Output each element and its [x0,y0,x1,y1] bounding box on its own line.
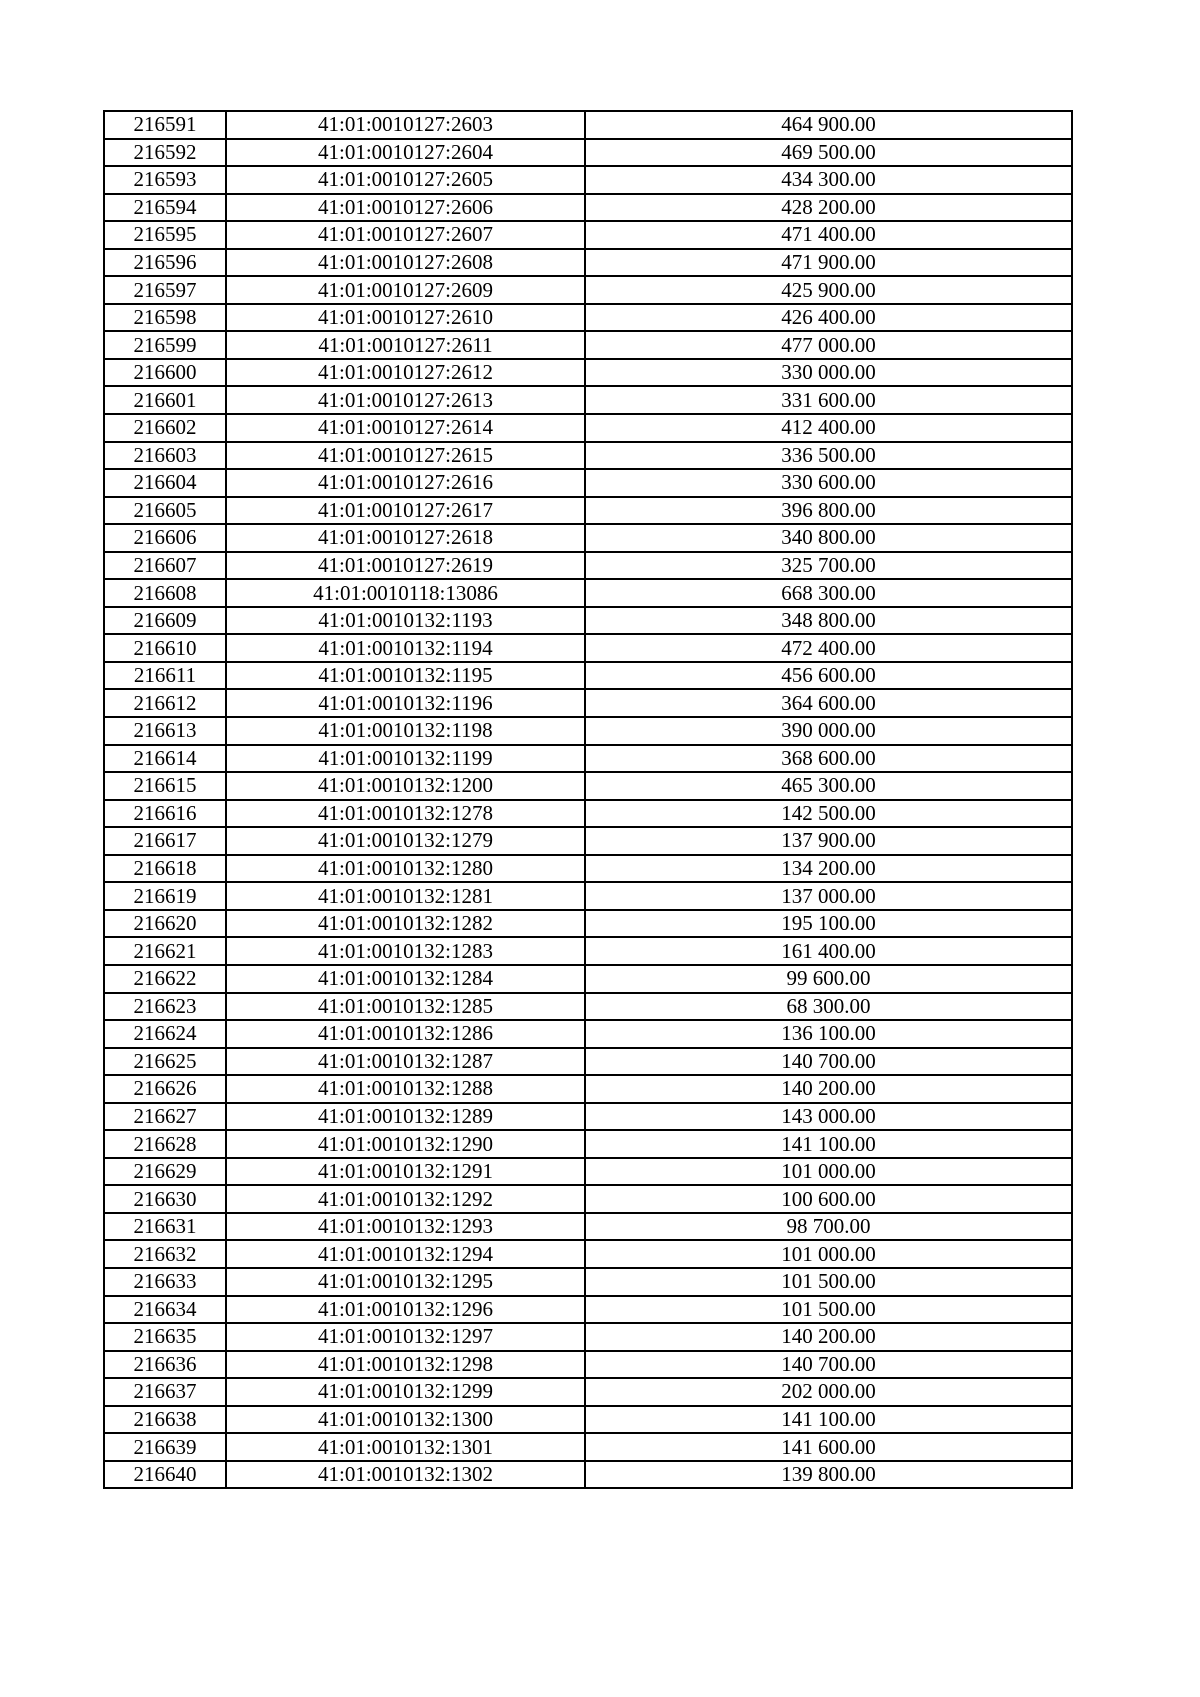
row-number-cell: 216601 [104,386,226,414]
cadastral-value-table [103,110,1073,1489]
cadastral-value-cell: 368 600.00 [585,745,1072,773]
row-number-cell: 216622 [104,965,226,993]
cadastral-value-cell: 330 000.00 [585,359,1072,387]
cadastral-value-cell: 140 700.00 [585,1351,1072,1379]
cadastral-value-cell: 101 500.00 [585,1268,1072,1296]
cadastral-number-cell: 41:01:0010132:1200 [226,772,585,800]
cadastral-number-cell: 41:01:0010132:1293 [226,1213,585,1241]
cadastral-value-cell: 464 900.00 [585,111,1072,139]
cadastral-number-cell: 41:01:0010132:1284 [226,965,585,993]
cadastral-number-cell: 41:01:0010127:2619 [226,552,585,580]
cadastral-number-cell: 41:01:0010132:1195 [226,662,585,690]
table-row [104,745,1072,773]
cadastral-value-cell: 465 300.00 [585,772,1072,800]
cadastral-number-cell: 41:01:0010127:2610 [226,304,585,332]
row-number-cell: 216605 [104,497,226,525]
cadastral-value-cell: 141 100.00 [585,1406,1072,1434]
table-row [104,221,1072,249]
cadastral-number-cell: 41:01:0010132:1280 [226,855,585,883]
cadastral-number-cell: 41:01:0010127:2607 [226,221,585,249]
row-number-cell: 216620 [104,910,226,938]
cadastral-value-cell: 137 000.00 [585,882,1072,910]
row-number-cell: 216617 [104,827,226,855]
cadastral-number-cell: 41:01:0010132:1296 [226,1296,585,1324]
table-row [104,827,1072,855]
cadastral-number-cell: 41:01:0010132:1286 [226,1020,585,1048]
table-row [104,276,1072,304]
cadastral-number-cell: 41:01:0010132:1299 [226,1378,585,1406]
table-row [104,579,1072,607]
table-row [104,689,1072,717]
table-row [104,249,1072,277]
table-row [104,194,1072,222]
table-row [104,1240,1072,1268]
cadastral-value-cell: 469 500.00 [585,139,1072,167]
cadastral-value-cell: 101 000.00 [585,1158,1072,1186]
row-number-cell: 216637 [104,1378,226,1406]
table-row [104,304,1072,332]
row-number-cell: 216623 [104,993,226,1021]
cadastral-value-cell: 141 100.00 [585,1130,1072,1158]
row-number-cell: 216625 [104,1048,226,1076]
table-row [104,855,1072,883]
row-number-cell: 216602 [104,414,226,442]
row-number-cell: 216597 [104,276,226,304]
row-number-cell: 216628 [104,1130,226,1158]
cadastral-number-cell: 41:01:0010127:2616 [226,469,585,497]
row-number-cell: 216618 [104,855,226,883]
cadastral-value-cell: 136 100.00 [585,1020,1072,1048]
row-number-cell: 216612 [104,689,226,717]
cadastral-number-cell: 41:01:0010132:1196 [226,689,585,717]
table-row [104,1213,1072,1241]
cadastral-value-cell: 331 600.00 [585,386,1072,414]
cadastral-number-cell: 41:01:0010132:1288 [226,1075,585,1103]
row-number-cell: 216632 [104,1240,226,1268]
row-number-cell: 216640 [104,1461,226,1489]
cadastral-value-cell: 390 000.00 [585,717,1072,745]
table-row [104,1020,1072,1048]
cadastral-value-cell: 99 600.00 [585,965,1072,993]
cadastral-number-cell: 41:01:0010132:1285 [226,993,585,1021]
cadastral-value-cell: 668 300.00 [585,579,1072,607]
cadastral-value-cell: 139 800.00 [585,1461,1072,1489]
row-number-cell: 216636 [104,1351,226,1379]
row-number-cell: 216621 [104,937,226,965]
cadastral-value-cell: 161 400.00 [585,937,1072,965]
table-row [104,1103,1072,1131]
cadastral-number-cell: 41:01:0010132:1289 [226,1103,585,1131]
cadastral-value-cell: 325 700.00 [585,552,1072,580]
cadastral-value-cell: 348 800.00 [585,607,1072,635]
cadastral-number-cell: 41:01:0010132:1291 [226,1158,585,1186]
table-row [104,1351,1072,1379]
table-row [104,1185,1072,1213]
cadastral-number-cell: 41:01:0010127:2612 [226,359,585,387]
table-row [104,1158,1072,1186]
table-row [104,937,1072,965]
table-row [104,1406,1072,1434]
cadastral-number-cell: 41:01:0010127:2603 [226,111,585,139]
cadastral-value-cell: 426 400.00 [585,304,1072,332]
row-number-cell: 216639 [104,1433,226,1461]
cadastral-number-cell: 41:01:0010127:2617 [226,497,585,525]
row-number-cell: 216629 [104,1158,226,1186]
row-number-cell: 216611 [104,662,226,690]
cadastral-value-cell: 141 600.00 [585,1433,1072,1461]
cadastral-number-cell: 41:01:0010132:1283 [226,937,585,965]
cadastral-number-cell: 41:01:0010132:1300 [226,1406,585,1434]
row-number-cell: 216593 [104,166,226,194]
cadastral-value-cell: 195 100.00 [585,910,1072,938]
cadastral-value-cell: 456 600.00 [585,662,1072,690]
table-row [104,882,1072,910]
cadastral-number-cell: 41:01:0010132:1198 [226,717,585,745]
cadastral-value-cell: 68 300.00 [585,993,1072,1021]
table-row [104,524,1072,552]
cadastral-value-cell: 101 500.00 [585,1296,1072,1324]
table-row [104,800,1072,828]
cadastral-value-cell: 364 600.00 [585,689,1072,717]
table-row [104,386,1072,414]
cadastral-value-cell: 202 000.00 [585,1378,1072,1406]
cadastral-number-cell: 41:01:0010132:1302 [226,1461,585,1489]
row-number-cell: 216630 [104,1185,226,1213]
row-number-cell: 216626 [104,1075,226,1103]
cadastral-value-cell: 472 400.00 [585,634,1072,662]
table-row [104,717,1072,745]
table-row [104,993,1072,1021]
table-row [104,1433,1072,1461]
cadastral-value-cell: 142 500.00 [585,800,1072,828]
cadastral-value-cell: 477 000.00 [585,331,1072,359]
table-row [104,166,1072,194]
row-number-cell: 216634 [104,1296,226,1324]
cadastral-value-cell: 425 900.00 [585,276,1072,304]
cadastral-value-cell: 143 000.00 [585,1103,1072,1131]
cadastral-number-cell: 41:01:0010127:2615 [226,442,585,470]
cadastral-value-cell: 340 800.00 [585,524,1072,552]
table-body [104,111,1072,1488]
cadastral-value-cell: 101 000.00 [585,1240,1072,1268]
cadastral-number-cell: 41:01:0010127:2609 [226,276,585,304]
cadastral-value-cell: 330 600.00 [585,469,1072,497]
cadastral-value-cell: 140 700.00 [585,1048,1072,1076]
row-number-cell: 216616 [104,800,226,828]
row-number-cell: 216609 [104,607,226,635]
table-row [104,662,1072,690]
cadastral-number-cell: 41:01:0010132:1297 [226,1323,585,1351]
table-row [104,359,1072,387]
cadastral-number-cell: 41:01:0010118:13086 [226,579,585,607]
table-row [104,1048,1072,1076]
cadastral-value-cell: 428 200.00 [585,194,1072,222]
table-row [104,910,1072,938]
cadastral-number-cell: 41:01:0010132:1294 [226,1240,585,1268]
row-number-cell: 216591 [104,111,226,139]
table-row [104,772,1072,800]
table-row [104,497,1072,525]
row-number-cell: 216600 [104,359,226,387]
cadastral-number-cell: 41:01:0010132:1279 [226,827,585,855]
row-number-cell: 216624 [104,1020,226,1048]
cadastral-value-cell: 140 200.00 [585,1075,1072,1103]
table-row [104,607,1072,635]
row-number-cell: 216607 [104,552,226,580]
table-row [104,414,1072,442]
cadastral-number-cell: 41:01:0010132:1290 [226,1130,585,1158]
row-number-cell: 216594 [104,194,226,222]
cadastral-value-cell: 134 200.00 [585,855,1072,883]
table-row [104,331,1072,359]
cadastral-value-cell: 336 500.00 [585,442,1072,470]
cadastral-number-cell: 41:01:0010132:1292 [226,1185,585,1213]
cadastral-value-cell: 137 900.00 [585,827,1072,855]
row-number-cell: 216606 [104,524,226,552]
row-number-cell: 216603 [104,442,226,470]
table-row [104,634,1072,662]
cadastral-number-cell: 41:01:0010127:2608 [226,249,585,277]
cadastral-number-cell: 41:01:0010127:2613 [226,386,585,414]
table-row [104,442,1072,470]
cadastral-number-cell: 41:01:0010132:1199 [226,745,585,773]
cadastral-number-cell: 41:01:0010132:1194 [226,634,585,662]
cadastral-number-cell: 41:01:0010127:2611 [226,331,585,359]
cadastral-value-cell: 412 400.00 [585,414,1072,442]
cadastral-number-cell: 41:01:0010127:2605 [226,166,585,194]
cadastral-value-cell: 471 400.00 [585,221,1072,249]
table-row [104,1378,1072,1406]
table-row [104,1296,1072,1324]
row-number-cell: 216638 [104,1406,226,1434]
row-number-cell: 216631 [104,1213,226,1241]
table-row [104,1075,1072,1103]
cadastral-number-cell: 41:01:0010132:1298 [226,1351,585,1379]
table-row [104,965,1072,993]
table-row [104,552,1072,580]
table-row [104,1130,1072,1158]
cadastral-value-cell: 434 300.00 [585,166,1072,194]
cadastral-value-cell: 100 600.00 [585,1185,1072,1213]
cadastral-number-cell: 41:01:0010132:1278 [226,800,585,828]
table-row [104,111,1072,139]
cadastral-number-cell: 41:01:0010127:2614 [226,414,585,442]
row-number-cell: 216613 [104,717,226,745]
cadastral-number-cell: 41:01:0010127:2618 [226,524,585,552]
table-row [104,1323,1072,1351]
cadastral-number-cell: 41:01:0010132:1295 [226,1268,585,1296]
row-number-cell: 216592 [104,139,226,167]
row-number-cell: 216595 [104,221,226,249]
row-number-cell: 216627 [104,1103,226,1131]
row-number-cell: 216619 [104,882,226,910]
row-number-cell: 216614 [104,745,226,773]
row-number-cell: 216615 [104,772,226,800]
table-row [104,1461,1072,1489]
cadastral-value-cell: 98 700.00 [585,1213,1072,1241]
row-number-cell: 216633 [104,1268,226,1296]
row-number-cell: 216604 [104,469,226,497]
cadastral-value-cell: 140 200.00 [585,1323,1072,1351]
row-number-cell: 216635 [104,1323,226,1351]
cadastral-number-cell: 41:01:0010132:1301 [226,1433,585,1461]
row-number-cell: 216599 [104,331,226,359]
cadastral-number-cell: 41:01:0010132:1281 [226,882,585,910]
row-number-cell: 216610 [104,634,226,662]
cadastral-number-cell: 41:01:0010132:1193 [226,607,585,635]
table-row [104,1268,1072,1296]
cadastral-number-cell: 41:01:0010127:2604 [226,139,585,167]
cadastral-value-cell: 471 900.00 [585,249,1072,277]
cadastral-number-cell: 41:01:0010132:1282 [226,910,585,938]
row-number-cell: 216598 [104,304,226,332]
cadastral-number-cell: 41:01:0010132:1287 [226,1048,585,1076]
cadastral-number-cell: 41:01:0010127:2606 [226,194,585,222]
table-row [104,139,1072,167]
row-number-cell: 216608 [104,579,226,607]
row-number-cell: 216596 [104,249,226,277]
cadastral-value-cell: 396 800.00 [585,497,1072,525]
table-row [104,469,1072,497]
